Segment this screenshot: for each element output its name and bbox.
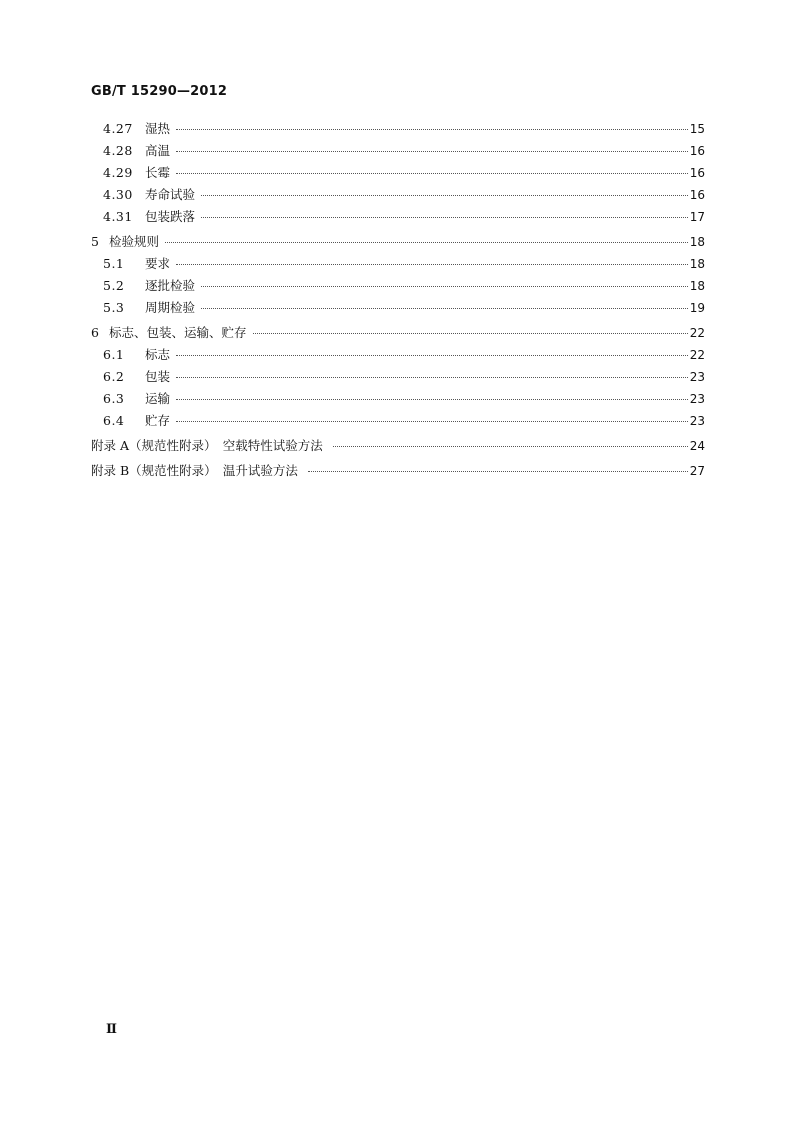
toc-entry-number: 5.3 (103, 300, 125, 315)
toc-entry-page: 24 (689, 439, 705, 453)
toc-entry-page: 22 (689, 348, 705, 362)
toc-entry-title: 要求 (145, 256, 171, 271)
toc-entry-number: 5.1 (103, 256, 125, 271)
toc-entry-number: 4.30 (103, 187, 133, 202)
toc-entry[interactable] (91, 297, 705, 319)
toc-entry-annex-a[interactable] (91, 435, 705, 457)
toc-entry-number: 6.3 (103, 391, 125, 406)
toc-entry-page: 16 (689, 166, 705, 180)
toc-leader-dots (176, 421, 688, 422)
toc-entry-title: 高温 (145, 143, 171, 158)
toc-entry-page: 23 (689, 414, 705, 428)
toc-entry-page: 18 (689, 235, 705, 249)
toc-entry-page: 18 (689, 279, 705, 293)
toc-entry-page: 27 (689, 464, 705, 478)
toc-entry[interactable] (91, 184, 705, 206)
toc-entry-title: 湿热 (145, 121, 171, 136)
toc-leader-dots (308, 471, 688, 472)
toc-entry-page: 19 (689, 301, 705, 315)
toc-leader-dots (176, 264, 688, 265)
toc-leader-dots (176, 151, 688, 152)
table-of-contents (91, 118, 705, 482)
toc-entry-title: 运输 (145, 391, 171, 406)
toc-entry-page: 15 (689, 122, 705, 136)
toc-entry-page: 16 (689, 188, 705, 202)
toc-leader-dots (165, 242, 688, 243)
toc-leader-dots (201, 308, 688, 309)
toc-entry-number: 5 (91, 234, 100, 249)
toc-entry-number: 4.29 (103, 165, 133, 180)
toc-entry-title: 标志、包装、运输、贮存 (109, 325, 247, 340)
toc-leader-dots (176, 399, 688, 400)
standard-number-header: GB/T 15290—2012 (91, 84, 228, 99)
toc-entry-page: 17 (689, 210, 705, 224)
toc-entry[interactable] (91, 253, 705, 275)
toc-entry-title: 附录 B（规范性附录） 温升试验方法 (91, 463, 298, 478)
toc-entry-title: 寿命试验 (145, 187, 196, 202)
toc-entry-title: 包装跌落 (145, 209, 196, 224)
toc-entry[interactable] (91, 118, 705, 140)
toc-entry-title: 检验规则 (109, 234, 160, 249)
toc-leader-dots (253, 333, 688, 334)
toc-entry-page: 16 (689, 144, 705, 158)
toc-entry[interactable] (91, 388, 705, 410)
toc-entry-page: 23 (689, 370, 705, 384)
toc-entry-number: 6.1 (103, 347, 125, 362)
toc-leader-dots (176, 129, 688, 130)
toc-entry-page: 18 (689, 257, 705, 271)
toc-entry-title: 包装 (145, 369, 171, 384)
toc-leader-dots (201, 286, 688, 287)
toc-entry-number: 4.27 (103, 121, 133, 136)
toc-leader-dots (333, 446, 688, 447)
toc-entry-annex-b[interactable] (91, 460, 705, 482)
toc-leader-dots (201, 195, 688, 196)
toc-entry[interactable] (91, 366, 705, 388)
toc-entry[interactable] (91, 410, 705, 432)
toc-entry-number: 5.2 (103, 278, 125, 293)
toc-entry-page: 23 (689, 392, 705, 406)
toc-entry-page: 22 (689, 326, 705, 340)
page-number-footer: Ⅱ (106, 1022, 117, 1037)
toc-leader-dots (176, 377, 688, 378)
toc-entry-number: 6 (91, 325, 100, 340)
toc-entry-title: 贮存 (145, 413, 171, 428)
toc-entry-number: 6.4 (103, 413, 125, 428)
toc-leader-dots (176, 355, 688, 356)
toc-entry-title: 标志 (145, 347, 171, 362)
toc-entry[interactable] (91, 206, 705, 228)
toc-leader-dots (176, 173, 688, 174)
toc-entry[interactable] (91, 344, 705, 366)
toc-entry-number: 6.2 (103, 369, 125, 384)
toc-entry-title: 附录 A（规范性附录） 空载特性试验方法 (91, 438, 323, 453)
toc-entry-title: 长霉 (145, 165, 171, 180)
toc-entry[interactable] (91, 231, 705, 253)
toc-entry[interactable] (91, 162, 705, 184)
toc-entry-title: 逐批检验 (145, 278, 196, 293)
toc-leader-dots (201, 217, 688, 218)
toc-entry-title: 周期检验 (145, 300, 196, 315)
toc-entry[interactable] (91, 275, 705, 297)
toc-entry-number: 4.28 (103, 143, 133, 158)
toc-entry-number: 4.31 (103, 209, 133, 224)
toc-entry[interactable] (91, 322, 705, 344)
toc-entry[interactable] (91, 140, 705, 162)
